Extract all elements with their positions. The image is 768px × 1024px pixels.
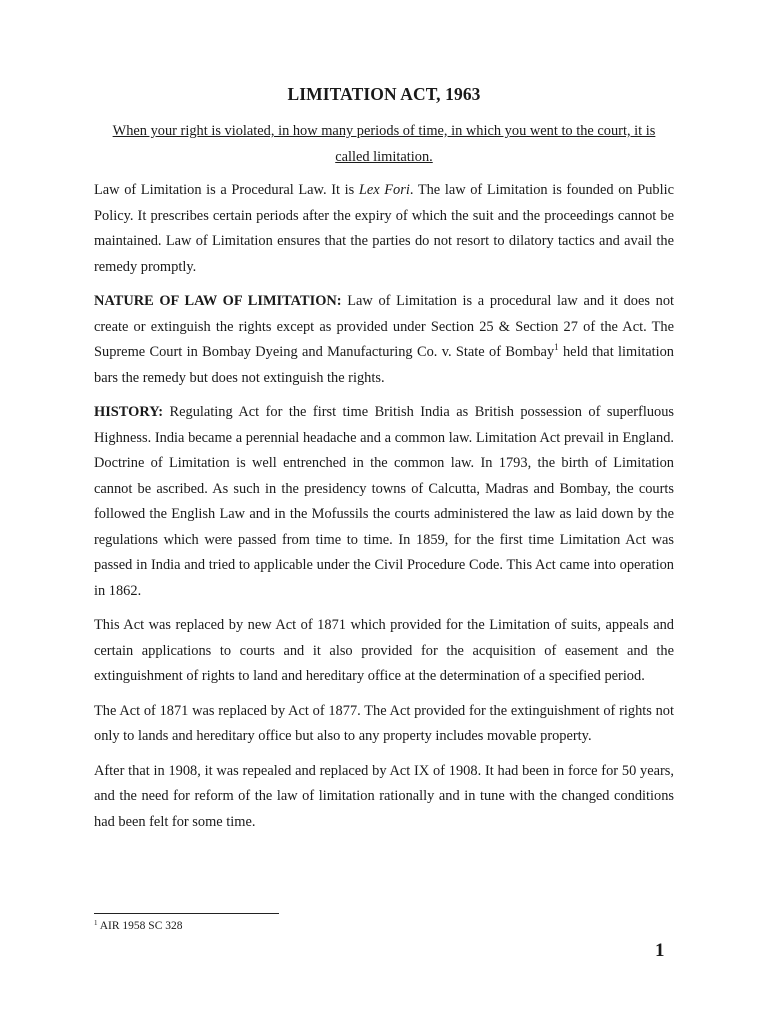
footnote-divider xyxy=(94,913,279,914)
paragraph-act-1877: The Act of 1871 was replaced by Act of 1877. The Act provided for the extinguishment of rights not only to lands and hereditary office but also to any property includes movable property. xyxy=(94,702,674,744)
paragraph-act-1908: After that in 1908, it was repealed and replaced by Act IX of 1908. It had been in force for 50 years, and the need for reform of the law of limitation rationally and in tune with the changed conditions had been felt for some time. xyxy=(94,762,674,830)
page-content xyxy=(94,84,674,844)
paragraph-nature xyxy=(94,289,674,391)
lex-fori-italic: Lex Fori xyxy=(358,182,410,198)
paragraph-procedural-law xyxy=(94,178,674,280)
para1-text-after: . The law of Limitation is founded on Public Policy. It prescribes certain periods after the expiry of which the suit and the proceedings cannot be maintained. Law of Limitation ensures that the parties do not resort to dilatory tactics and avail the remedy promptly. xyxy=(94,182,674,275)
nature-text-before: Law of Limitation is a procedural law and it does not create or extinguish the rights except as provided under Section 25 & Section 27 of the Act. The Supreme Court in Bombay Dyeing and Manufacturing Co. v. State of Bombay xyxy=(94,293,675,360)
footnote-reference[interactable]: 1 xyxy=(554,342,559,352)
nature-text-after: held that limitation bars the remedy but does not extinguish the rights. xyxy=(94,344,674,386)
footnote xyxy=(94,920,183,932)
subtitle-definition: When your right is violated, in how many periods of time, in which you went to the court, it is called limitation. xyxy=(112,123,656,165)
footnote-marker: 1 xyxy=(94,919,98,927)
history-heading: HISTORY: xyxy=(94,404,164,420)
nature-heading: NATURE OF LAW OF LIMITATION: xyxy=(94,293,342,309)
document-title: LIMITATION ACT, 1963 xyxy=(287,84,481,104)
footnote-text: AIR 1958 SC 328 xyxy=(97,920,183,932)
page-number: 1 xyxy=(655,940,665,961)
history-text: Regulating Act for the first time British India as British possession of superfluous Highness. India became a perennial headache and a common law. Limitation Act prevail in England. Doctrine of Limitation is well entrenched in the common law. In 1793, the birth of Limitation cannot be ascribed. As such in the presidency towns of Calcutta, Madras and Bombay, the courts followed the English Law and in the Mofussils the courts administered the law as laid down by the regulations which were passed from time to time. In 1859, for the first time Limitation Act was passed in India and tried to applicable under the Civil Procedure Code. This Act came into operation in 1862. xyxy=(94,404,674,599)
paragraph-history xyxy=(94,400,674,604)
paragraph-act-1871: This Act was replaced by new Act of 1871 which provided for the Limitation of suits, appeals and certain applications to courts and it also provided for the acquisition of easement and the extinguishment of rights to land and hereditary office at the determination of a specified period. xyxy=(94,617,674,684)
para1-text-before: Law of Limitation is a Procedural Law. It is xyxy=(94,182,359,198)
